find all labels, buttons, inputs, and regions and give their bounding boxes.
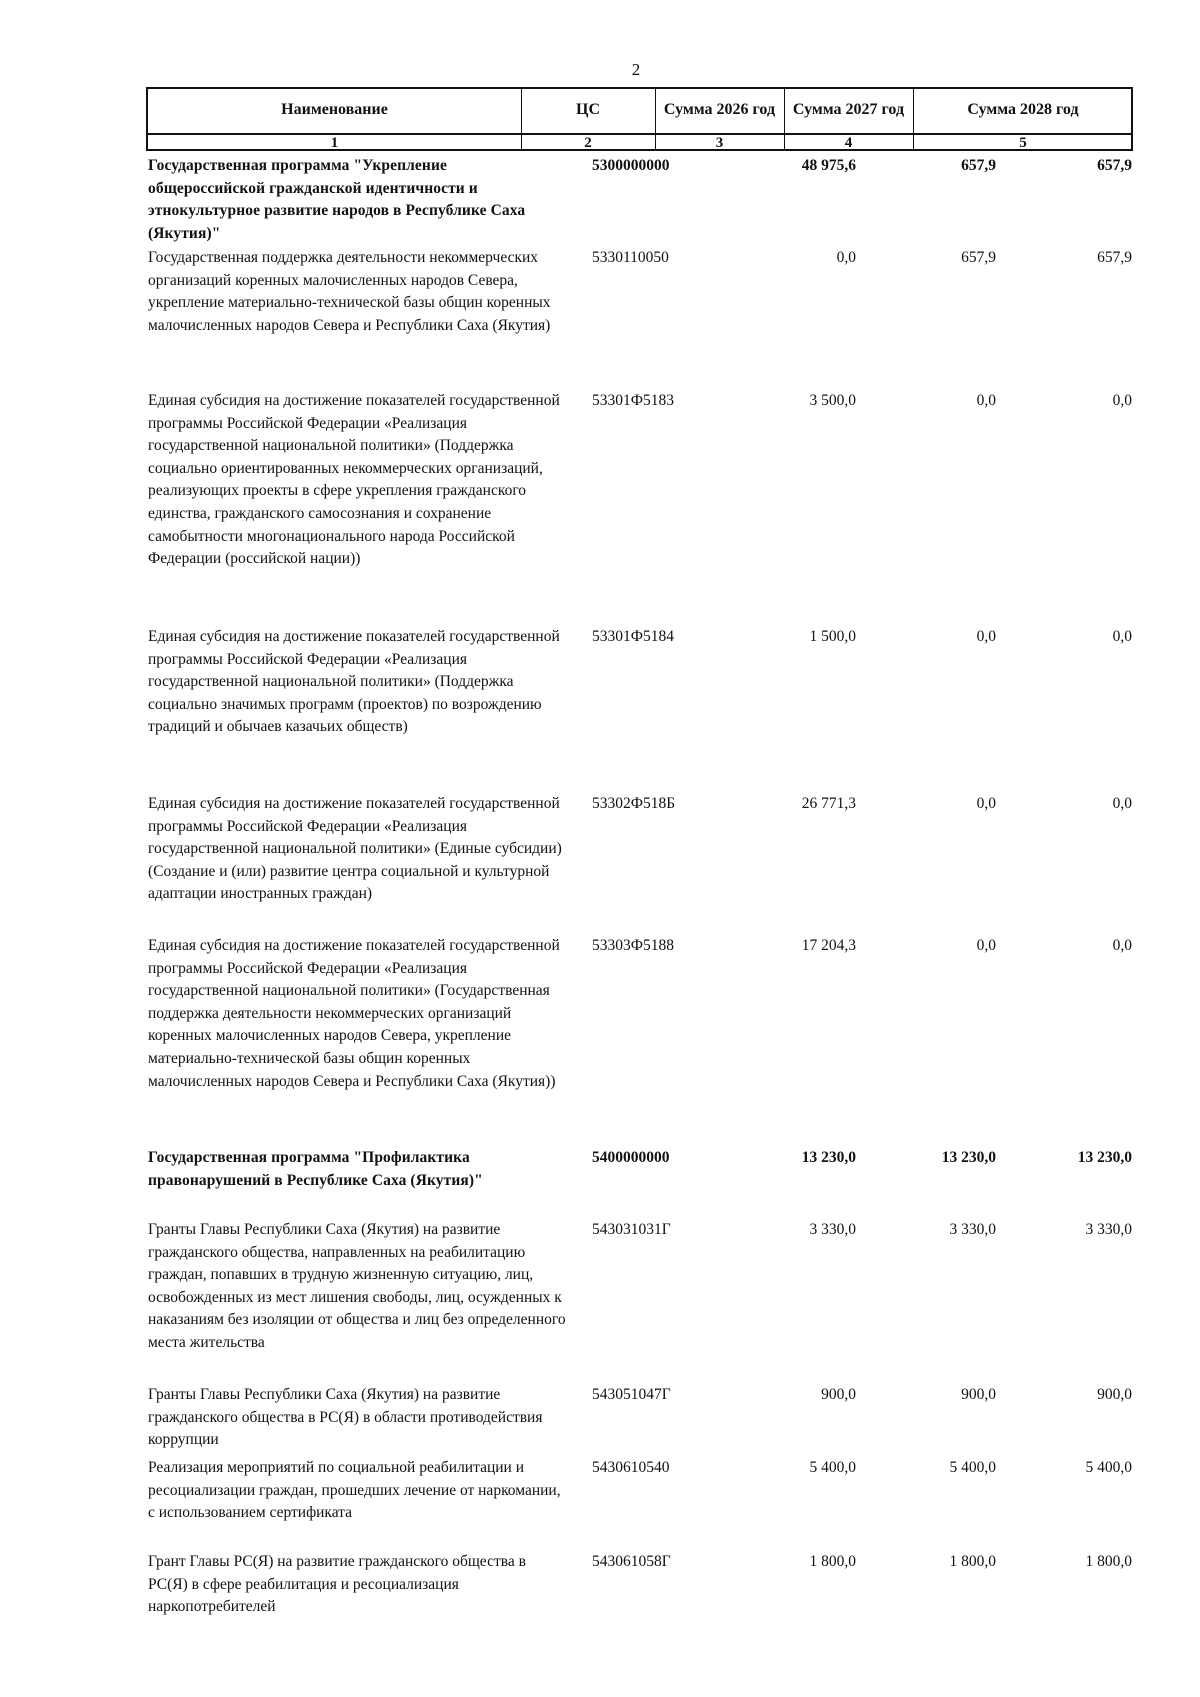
row-code: 5330110050: [592, 249, 669, 266]
row-2026: 48 975,6: [801, 157, 856, 174]
row-2026: 0,0: [836, 249, 856, 266]
column-number: 4: [844, 135, 853, 151]
row-2028: 0,0: [1112, 795, 1132, 812]
row-2028: 0,0: [1112, 628, 1132, 645]
row-2027: 13 230,0: [941, 1149, 996, 1166]
column-number: 3: [715, 135, 724, 151]
row-name: Государственная поддержка деятельности некоммерческих организаций коренных малочисленных народов Севера, укрепление материально-технической базы общин коренных малочисленных народов Севера и Республики Саха (Якутия): [148, 249, 551, 334]
row-2026: 26 771,3: [801, 795, 856, 812]
row-2026: 1 800,0: [809, 1553, 856, 1570]
table-header: [146, 87, 1133, 151]
row-2028: 657,9: [1097, 249, 1132, 266]
row-2028: 0,0: [1112, 937, 1132, 954]
row-code: 543061058Г: [592, 1553, 671, 1570]
row-2026: 900,0: [821, 1386, 856, 1403]
row-2027: 657,9: [961, 157, 996, 174]
row-name: Единая субсидия на достижение показателей государственной программы Российской Федерации «Реализация государственной национальной политики» (Поддержка социально ориентированных некоммерческих организаций, реализующих проекты в сфере укрепления гражданского единства, гражданского самосознания и сохранение самобытности многонационального народа Российской Федерации (российской нации)): [148, 392, 560, 568]
header-code: ЦС: [576, 101, 600, 118]
page-number: 2: [631, 60, 641, 79]
row-name: Реализация мероприятий по социальной реабилитации и ресоциализации граждан, прошедших лечение от наркомании, с использованием сертификата: [148, 1459, 561, 1522]
row-code: 53301Ф5184: [592, 628, 674, 645]
row-2028: 13 230,0: [1077, 1149, 1132, 1166]
row-2028: 5 400,0: [1085, 1459, 1132, 1476]
row-name: Гранты Главы Республики Саха (Якутия) на развитие гражданского общества в РС(Я) в области противодействия коррупции: [148, 1386, 543, 1449]
row-2027: 5 400,0: [949, 1459, 996, 1476]
row-2027: 1 800,0: [949, 1553, 996, 1570]
row-2027: 0,0: [976, 795, 996, 812]
row-2027: 0,0: [976, 628, 996, 645]
row-code: 5300000000: [592, 157, 670, 174]
row-2026: 3 500,0: [809, 392, 856, 409]
column-number: 5: [1019, 135, 1027, 151]
row-2027: 900,0: [961, 1386, 996, 1403]
row-2026: 17 204,3: [801, 937, 856, 954]
row-code: 53303Ф5188: [592, 937, 674, 954]
row-2026: 3 330,0: [809, 1221, 856, 1238]
row-code: 543051047Г: [592, 1386, 671, 1403]
row-2028: 900,0: [1097, 1386, 1132, 1403]
row-code: 53301Ф5183: [592, 392, 674, 409]
row-code: 53302Ф518Б: [592, 795, 676, 812]
row-2026: 5 400,0: [809, 1459, 856, 1476]
column-number: 1: [330, 135, 339, 151]
row-2027: 3 330,0: [949, 1221, 996, 1238]
row-code: 543031031Г: [592, 1221, 671, 1238]
row-2028: 0,0: [1112, 392, 1132, 409]
header-2028: Сумма 2028 год: [967, 101, 1079, 118]
row-name: Государственная программа "Укрепление общероссийской гражданской идентичности и этнокультурное развитие народов в Республике Саха (Якутия)": [148, 157, 526, 242]
row-name: Единая субсидия на достижение показателей государственной программы Российской Федерации «Реализация государственной национальной политики» (Государственная поддержка деятельности некоммерческих организаций коренных малочисленных народов Севера, укрепление материально-технической базы общин коренных малочисленных народов Севера и Республики Саха (Якутия)): [148, 937, 560, 1090]
row-2026: 1 500,0: [809, 628, 856, 645]
row-name: Грант Главы РС(Я) на развитие гражданского общества в РС(Я) в сфере реабилитация и ресоциализация наркопотребителей: [148, 1553, 526, 1616]
row-name: Единая субсидия на достижение показателей государственной программы Российской Федерации «Реализация государственной национальной политики» (Единые субсидии) (Создание и (или) развитие центра социальной и культурной адаптации иностранных граждан): [148, 795, 562, 903]
row-code: 5430610540: [592, 1459, 670, 1476]
header-2026: Сумма 2026 год: [663, 101, 776, 118]
column-number: 2: [584, 135, 592, 151]
header-name: Наименование: [281, 101, 388, 118]
row-2027: 0,0: [976, 937, 996, 954]
row-2028: 3 330,0: [1085, 1221, 1132, 1238]
row-2028: 657,9: [1097, 157, 1132, 174]
row-code: 5400000000: [592, 1149, 670, 1166]
row-2026: 13 230,0: [801, 1149, 856, 1166]
row-name: Государственная программа "Профилактика правонарушений в Республике Саха (Якутия)": [148, 1149, 483, 1189]
row-name: Гранты Главы Республики Саха (Якутия) на развитие гражданского общества, направленных на реабилитацию граждан, попавших в трудную жизненную ситуацию, лиц, освобожденных из мест лишения свободы, лиц, осужденных к наказаниям без изоляции от общества и лиц без определенного места жительства: [148, 1221, 566, 1351]
row-name: Единая субсидия на достижение показателей государственной программы Российской Федерации «Реализация государственной национальной политики» (Поддержка социально значимых программ (проектов) по возрождению традиций и обычаев казачьих обществ): [148, 628, 560, 736]
row-2027: 657,9: [961, 249, 996, 266]
row-2028: 1 800,0: [1085, 1553, 1132, 1570]
row-2027: 0,0: [976, 392, 996, 409]
header-2027: Сумма 2027 год: [792, 101, 905, 118]
